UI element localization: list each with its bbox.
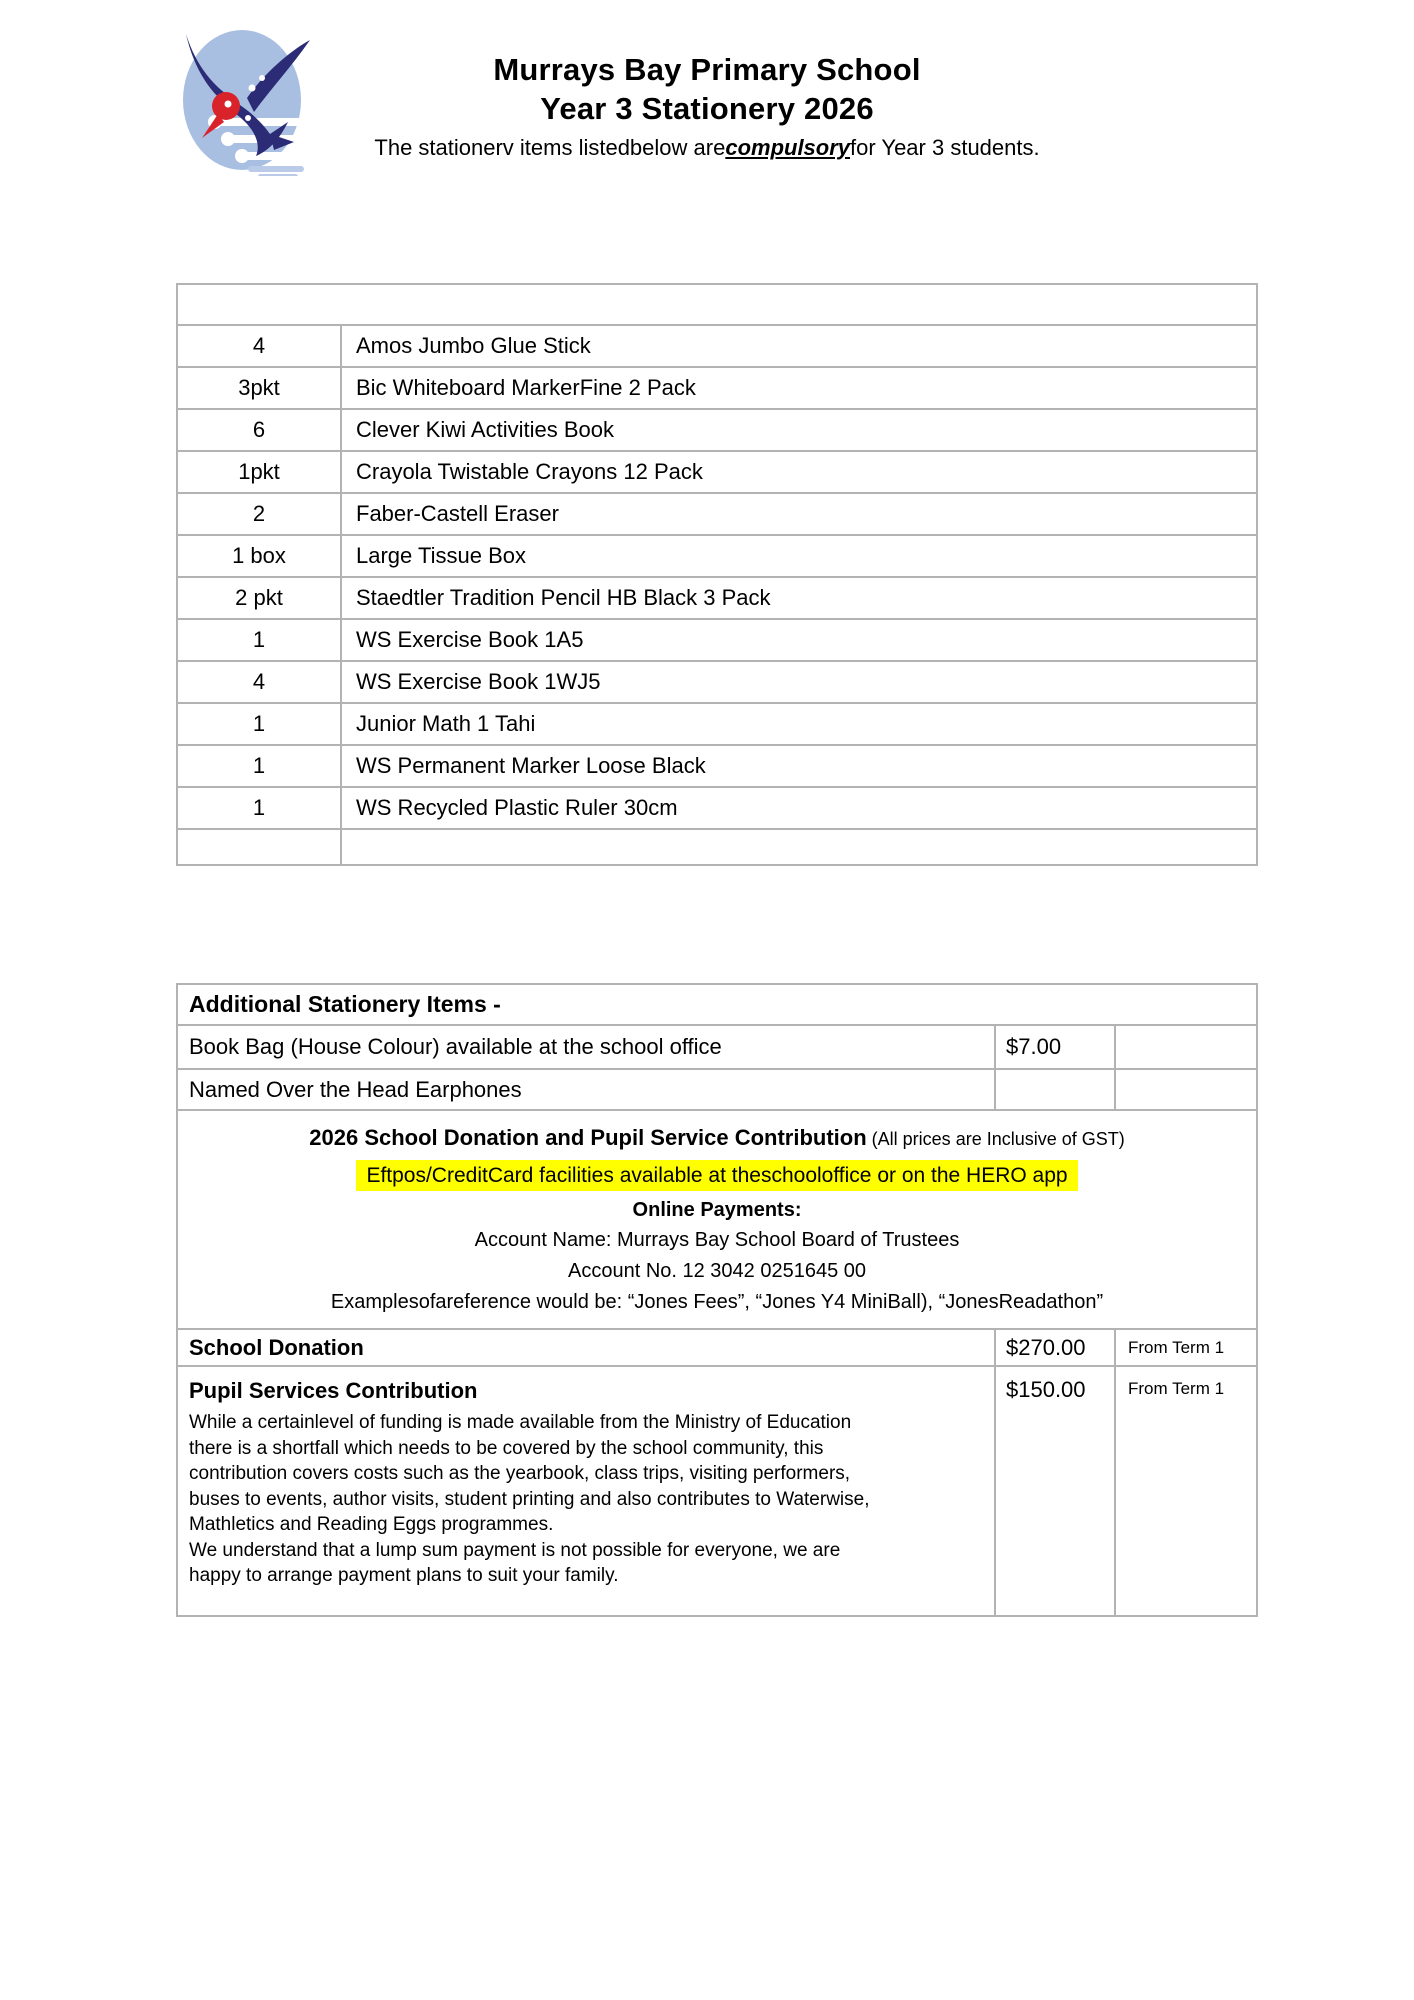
table-row [177,1069,1257,1110]
price-cell: $270.00 [995,1329,1115,1366]
table-row [177,1025,1257,1069]
intro-prefix: The stationerv items listedbelow are [374,135,726,160]
table-row [177,577,1257,619]
pupil-services-description-line: While a certainlevel of funding is made available from the Ministry of Education [189,1412,852,1433]
item-name-cell: Named Over the Head Earphones [177,1069,995,1110]
document-header [0,50,1414,162]
empty-item-cell [341,829,1257,865]
note-cell [1115,1069,1257,1110]
table-row [177,493,1257,535]
table-row [177,325,1257,367]
eftpos-highlight-line [186,1158,1248,1193]
quantity-cell: 1 [177,703,341,745]
reference-examples-line: Examplesofareference would be: “Jones Fees”, “Jones Y4 MiniBall), “JonesReadathon” [330,1291,1104,1313]
item-name-cell: Junior Math 1 Tahi [341,703,1257,745]
item-name-cell: Large Tissue Box [341,535,1257,577]
item-name-cell: Bic Whiteboard MarkerFine 2 Pack [341,367,1257,409]
item-name-cell: Faber-Castell Eraser [341,493,1257,535]
additional-items-heading: Additional Stationery Items - [177,984,1257,1025]
table-row [177,787,1257,829]
quantity-cell: 2 pkt [177,577,341,619]
pupil-services-description-line: happy to arrange payment plans to suit your family. [189,1565,619,1586]
pupil-services-cell [177,1366,995,1616]
account-name-line: Account Name: Murrays Bay School Board of Trustees [474,1229,960,1251]
eftpos-highlight-text: Eftpos/CreditCard facilities available at theschooloffice or on the HERO app [356,1160,1077,1191]
quantity-cell: 2 [177,493,341,535]
donation-title [186,1123,1248,1154]
item-name-cell: Clever Kiwi Activities Book [341,409,1257,451]
account-number-line: Account No. 12 3042 0251645 00 [568,1260,867,1282]
quantity-cell: 1 [177,745,341,787]
quantity-cell: 3pkt [177,367,341,409]
table-row [177,535,1257,577]
table-row [177,1110,1257,1329]
table-row [177,745,1257,787]
table-row [177,829,1257,865]
table-row [177,984,1257,1025]
online-payments-label: Online Payments: [632,1199,802,1221]
item-name-cell: Staedtler Tradition Pencil HB Black 3 Pack [341,577,1257,619]
school-donation-label: School Donation [177,1329,995,1366]
quantity-cell: 4 [177,661,341,703]
empty-header-cell [177,284,1257,325]
term-cell: From Term 1 [1115,1329,1257,1366]
item-name-cell: WS Permanent Marker Loose Black [341,745,1257,787]
pupil-services-description-line: there is a shortfall which needs to be covered by the school community, this [189,1437,824,1459]
empty-quantity-cell [177,829,341,865]
pupil-services-description-line: contribution covers costs such as the yearbook, class trips, visiting performers, [189,1463,851,1484]
additional-items-table [176,983,1258,1617]
quantity-cell: 1pkt [177,451,341,493]
note-cell [1115,1025,1257,1069]
intro-suffix: for Year 3 students. [850,135,1040,160]
intro-emphasis: compulsory [725,135,851,160]
table-row [177,1366,1257,1616]
item-name-cell: Book Bag (House Colour) available at the school office [177,1025,995,1069]
table-row [177,703,1257,745]
item-name-cell: Crayola Twistable Crayons 12 Pack [341,451,1257,493]
price-cell [995,1069,1115,1110]
quantity-cell: 4 [177,325,341,367]
table-row [177,284,1257,325]
quantity-cell: 1 box [177,535,341,577]
pupil-services-description-line: We understand that a lump sum payment is not possible for everyone, we are [189,1539,841,1561]
item-name-cell: WS Exercise Book 1WJ5 [341,661,1257,703]
term-cell: From Term 1 [1115,1366,1257,1616]
donation-info-cell [177,1110,1257,1329]
donation-title-gst-note: (All prices are Inclusive of GST) [866,1129,1125,1149]
page-title: Year 3 Stationery 2026 [540,91,874,126]
item-name-cell: WS Exercise Book 1A5 [341,619,1257,661]
item-name-cell: Amos Jumbo Glue Stick [341,325,1257,367]
table-row [177,1329,1257,1366]
school-name-title: Murrays Bay Primary School [493,52,921,87]
pupil-services-label: Pupil Services Contribution [189,1378,478,1403]
table-row [177,619,1257,661]
price-cell: $150.00 [995,1366,1115,1616]
quantity-cell: 6 [177,409,341,451]
stationery-table [176,283,1258,866]
table-row [177,661,1257,703]
donation-title-bold: 2026 School Donation and Pupil Service Contribution [309,1125,867,1150]
pupil-services-description-line: Mathletics and Reading Eggs programmes. [189,1514,554,1535]
quantity-cell: 1 [177,787,341,829]
pupil-services-description-line: buses to events, author visits, student printing and also contributes to Waterwise, [189,1488,870,1510]
table-row [177,451,1257,493]
quantity-cell: 1 [177,619,341,661]
intro-sentence [0,134,1414,162]
item-name-cell: WS Recycled Plastic Ruler 30cm [341,787,1257,829]
table-row [177,367,1257,409]
price-cell: $7.00 [995,1025,1115,1069]
table-row [177,409,1257,451]
